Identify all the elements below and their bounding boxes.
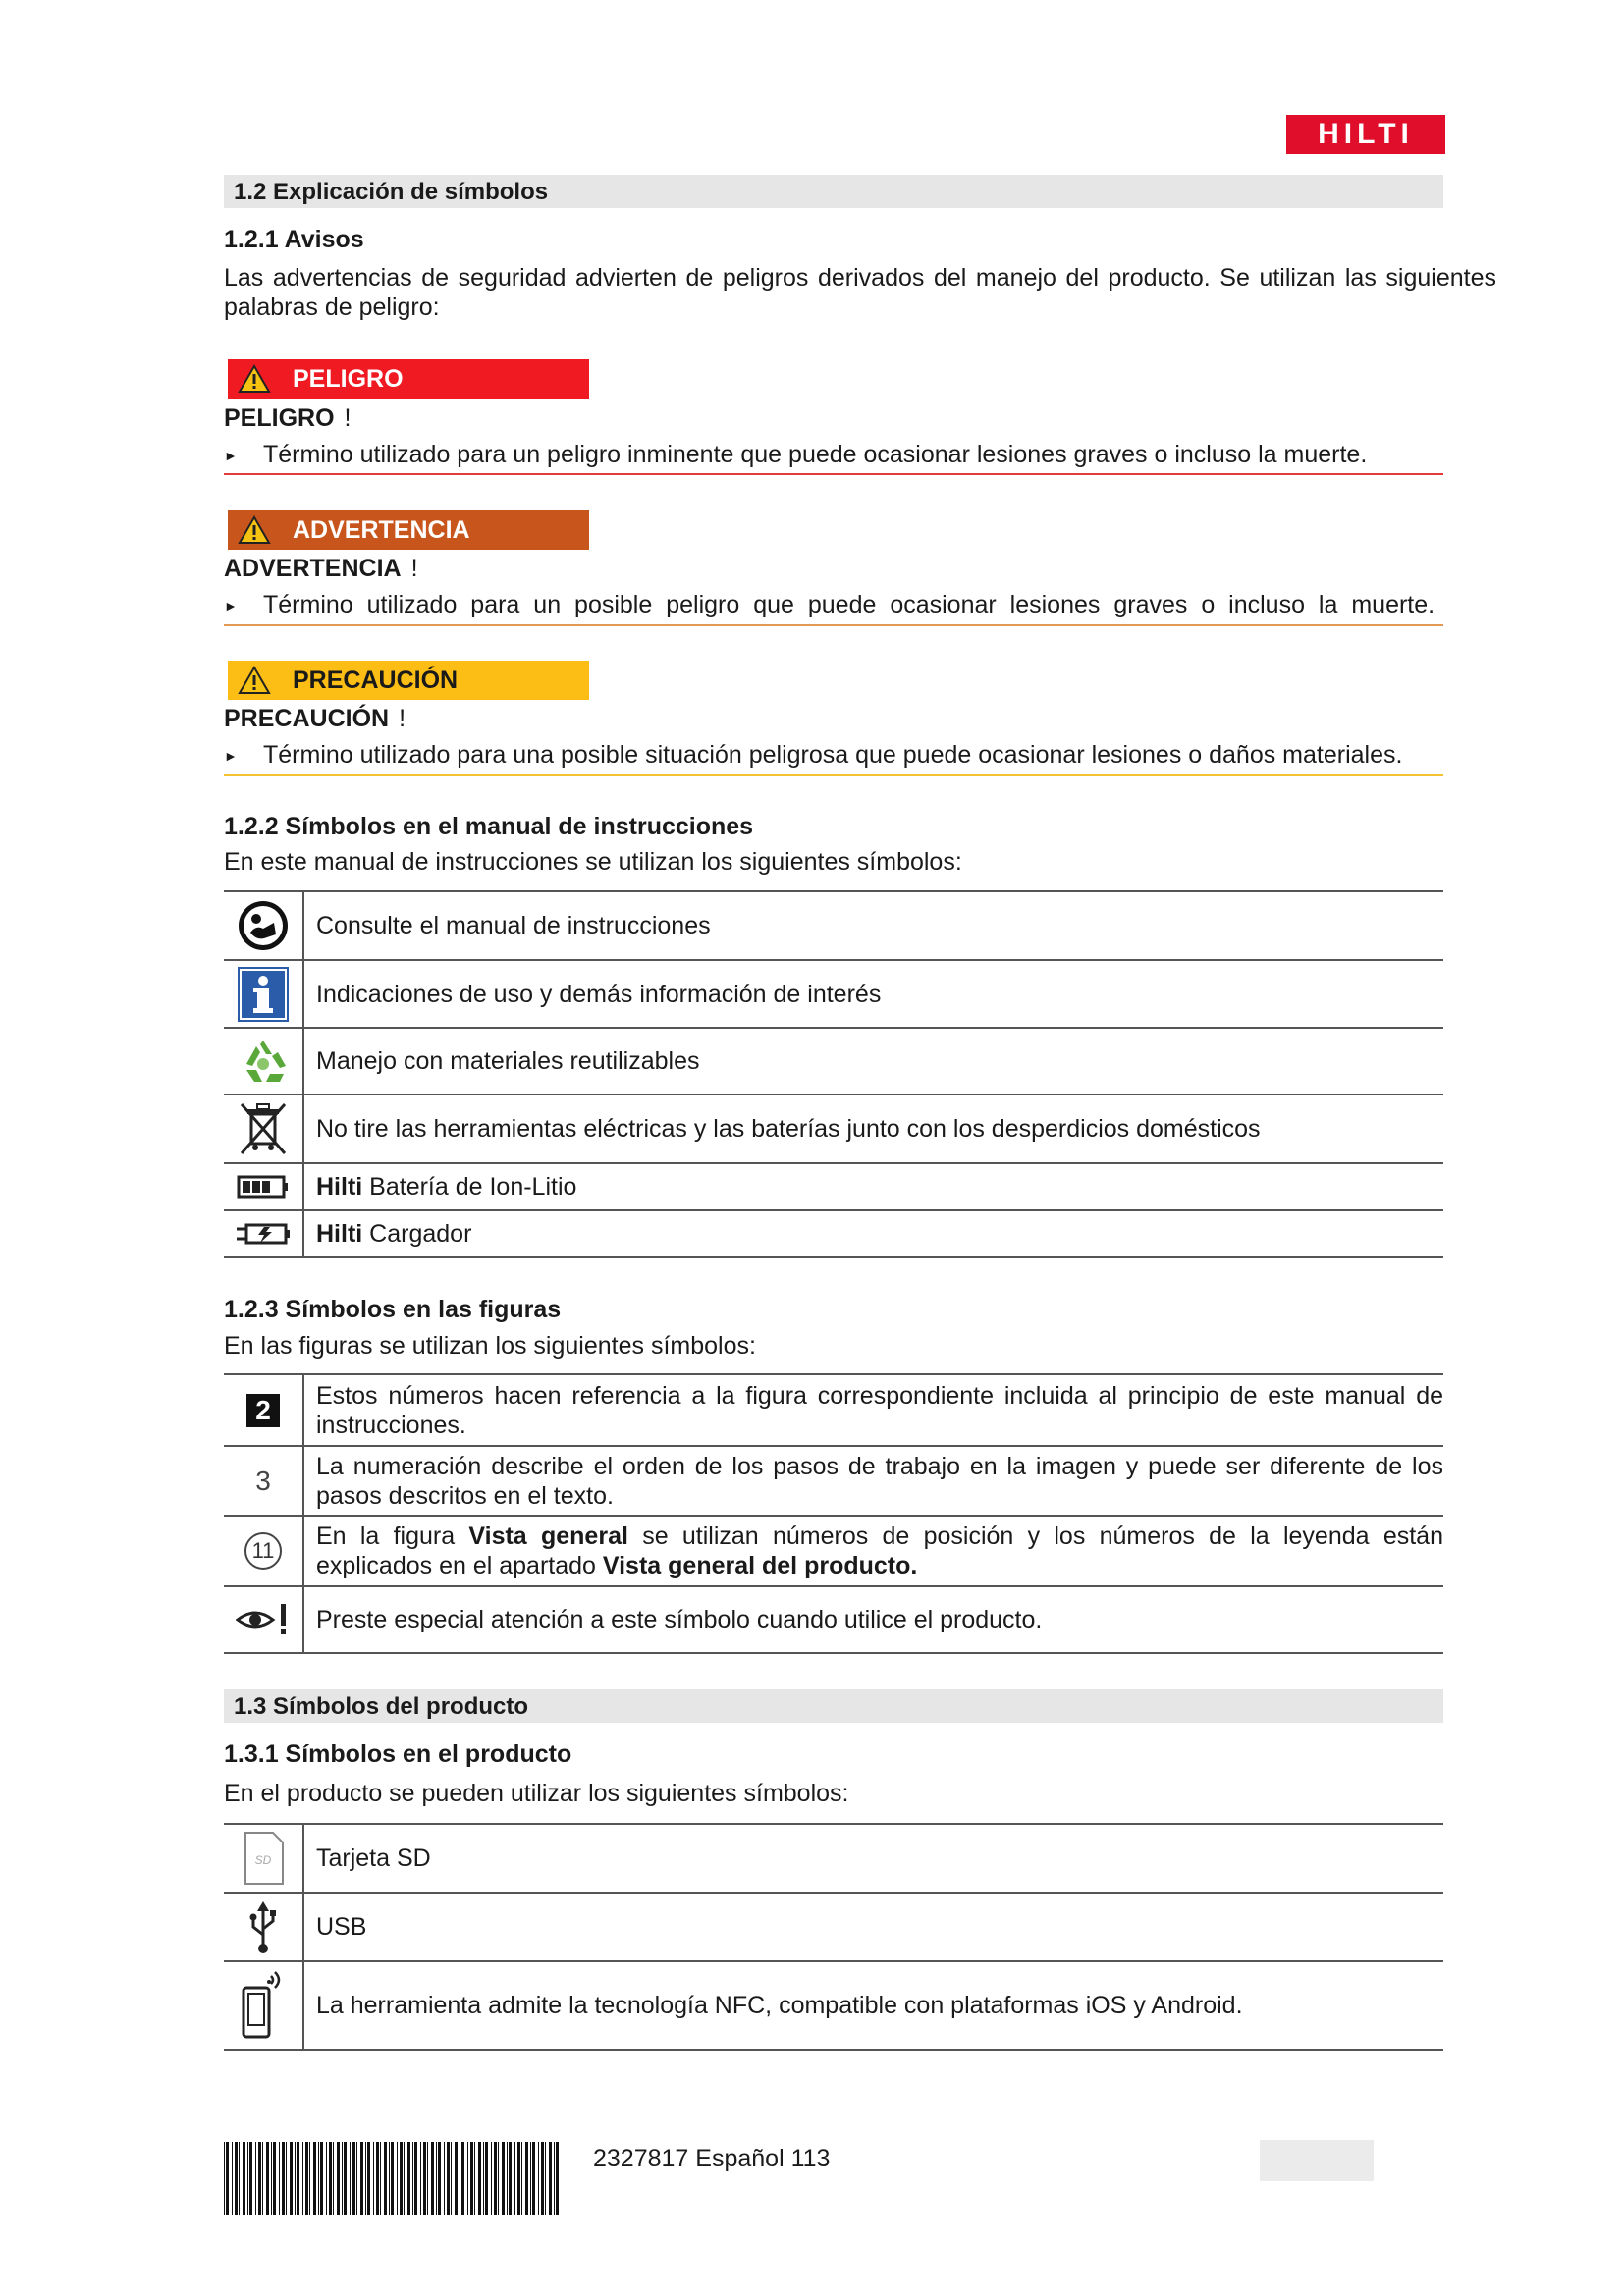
charger-icon [224, 1210, 303, 1257]
signal-description [224, 741, 1402, 770]
usb-icon [224, 1893, 303, 1961]
manual-symbols-table [224, 890, 1443, 1258]
barcode-bar [286, 2142, 287, 2215]
barcode-bar [407, 2142, 410, 2215]
row-text [303, 1516, 1443, 1586]
attention-eye-icon [224, 1586, 303, 1653]
text-part: se utilizan números de posición y los números de la leyenda están explicados en el apartado [316, 1522, 1443, 1579]
bold-term: Vista general [468, 1522, 628, 1550]
barcode-bar [525, 2142, 528, 2215]
row-text: No tire las herramientas eléctricas y las baterías junto con los desperdicios domésticos [303, 1095, 1443, 1163]
barcode-bar [485, 2142, 488, 2215]
table-row [224, 891, 1443, 960]
barcode-bar [356, 2142, 357, 2215]
barcode-bar [290, 2142, 293, 2215]
signal-word [224, 555, 418, 583]
barcode-bar [474, 2142, 475, 2215]
table-row [224, 1210, 1443, 1257]
description-text: Término utilizado para una posible situación peligrosa que puede ocasionar lesiones o daños materiales. [263, 741, 1403, 769]
banner-label: PELIGRO [293, 364, 404, 393]
barcode-bar [467, 2142, 468, 2215]
row-text-value: Cargador [369, 1220, 472, 1248]
barcode-bar [509, 2142, 512, 2215]
barcode-bar [404, 2142, 405, 2215]
barcode-bar [376, 2142, 379, 2215]
description-text: Término utilizado para un posible peligro que puede ocasionar lesiones graves o incluso la muerte. [263, 591, 1435, 618]
barcode-bar [318, 2142, 319, 2215]
row-text: La herramienta admite la tecnología NFC, compatible con plataformas iOS y Android. [303, 1961, 1443, 2050]
product-symbols-intro: En el producto se pueden utilizar los siguientes símbolos: [224, 1780, 849, 1807]
exclamation: ! [399, 705, 406, 732]
row-text: La numeración describe el orden de los pasos de trabajo en la imagen y puede ser diferente de los pasos descritos en el texto. [303, 1446, 1443, 1516]
barcode-bar [554, 2142, 555, 2215]
exclamation: ! [410, 555, 418, 582]
barcode-bar [309, 2142, 310, 2215]
barcode-bar [297, 2142, 299, 2215]
barcode-bar [342, 2142, 343, 2215]
barcode-bar [262, 2142, 263, 2215]
row-text: Manejo con materiales reutilizables [303, 1028, 1443, 1095]
row-text: Preste especial atención a este símbolo cuando utilice el producto. [303, 1586, 1443, 1653]
barcode-bar [226, 2142, 229, 2215]
table-row [224, 960, 1443, 1028]
table-row [224, 1824, 1443, 1893]
barcode-bar [295, 2142, 296, 2215]
subsection-title-1-2-2: 1.2.2 Símbolos en el manual de instrucciones [224, 813, 754, 840]
barcode-bar [420, 2142, 421, 2215]
avisos-paragraph: Las advertencias de seguridad advierten de peligros derivados del manejo del producto. Se utilizan las siguientes palabras de peligro: [224, 264, 1496, 321]
barcode-bar [313, 2142, 316, 2215]
barcode-bar [302, 2142, 303, 2215]
barcode-bar [494, 2142, 497, 2215]
barcode-bar [514, 2142, 515, 2215]
bullet-arrow-icon: ► [224, 598, 238, 614]
barcode-bar [423, 2142, 426, 2215]
barcode-bar [414, 2142, 417, 2215]
barcode-bar [491, 2142, 492, 2215]
barcode-bar [517, 2142, 520, 2215]
figure-symbols-intro: En las figuras se utilizan los siguientes símbolos: [224, 1332, 756, 1360]
subsection-title-1-2-1: 1.2.1 Avisos [224, 226, 364, 253]
hilti-logo: HILTI [1286, 115, 1445, 154]
signal-word-text: ADVERTENCIA [224, 555, 402, 582]
figure-symbols-table [224, 1373, 1443, 1654]
sd-card-icon [224, 1824, 303, 1893]
battery-icon [224, 1163, 303, 1210]
barcode-bar [447, 2142, 450, 2215]
divider-rule [224, 473, 1443, 475]
barcode-bar [444, 2142, 445, 2215]
row-text-value: Batería de Ion-Litio [369, 1173, 577, 1201]
barcode-bar [412, 2142, 413, 2215]
row-text: Tarjeta SD [303, 1824, 1443, 1893]
svg-text:SD: SD [254, 1853, 272, 1867]
barcode-bar [451, 2142, 452, 2215]
table-row [224, 1516, 1443, 1586]
signal-description [224, 591, 1435, 619]
barcode-bar [329, 2142, 332, 2215]
barcode-bar [373, 2142, 374, 2215]
barcode [224, 2142, 560, 2215]
barcode-bar [436, 2142, 437, 2215]
table-row [224, 1028, 1443, 1095]
row-text: Consulte el manual de instrucciones [303, 891, 1443, 960]
barcode-bar [239, 2142, 240, 2215]
section-header-1-2 [224, 175, 1443, 208]
row-text [303, 1163, 1443, 1210]
footer-grey-box [1260, 2140, 1374, 2181]
crossed-bin-icon [224, 1095, 303, 1163]
barcode-bar [271, 2142, 272, 2215]
table-row [224, 1446, 1443, 1516]
banner-precaucion [228, 661, 589, 700]
barcode-bar [427, 2142, 428, 2215]
barcode-bar [541, 2142, 544, 2215]
row-text: Estos números hacen referencia a la figura correspondiente incluida al principio de este manual de instrucciones. [303, 1374, 1443, 1446]
signal-word [224, 705, 406, 733]
banner-advertencia [228, 510, 589, 550]
figure-number-glyph: 2 [246, 1394, 280, 1427]
barcode-bar [391, 2142, 394, 2215]
barcode-bar [380, 2142, 381, 2215]
row-text: USB [303, 1893, 1443, 1961]
barcode-bar [235, 2142, 238, 2215]
barcode-bar [326, 2142, 327, 2215]
barcode-bar [455, 2142, 458, 2215]
barcode-bar [333, 2142, 334, 2215]
bullet-arrow-icon: ► [224, 748, 238, 764]
description-text: Término utilizado para un peligro inminente que puede ocasionar lesiones graves o incluso la muerte. [263, 441, 1368, 468]
barcode-bar [507, 2142, 508, 2215]
barcode-bar [247, 2142, 248, 2215]
table-row [224, 1961, 1443, 2050]
barcode-bar [365, 2142, 366, 2215]
barcode-bar [352, 2142, 355, 2215]
nfc-phone-icon [224, 1961, 303, 2050]
barcode-bar [556, 2142, 559, 2215]
barcode-bar [521, 2142, 522, 2215]
table-row [224, 1586, 1443, 1653]
barcode-bar [532, 2142, 535, 2215]
barcode-bar [232, 2142, 233, 2215]
barcode-bar [431, 2142, 434, 2215]
banner-peligro [228, 359, 589, 399]
table-row [224, 1374, 1443, 1446]
barcode-bar [498, 2142, 499, 2215]
warning-triangle-icon [238, 364, 271, 394]
signal-word [224, 404, 351, 433]
barcode-bar [545, 2142, 546, 2215]
signal-word-text: PRECAUCIÓN [224, 705, 390, 732]
brand-name: Hilti [316, 1173, 363, 1201]
barcode-bar [400, 2142, 403, 2215]
divider-rule [224, 624, 1443, 626]
barcode-bar [461, 2142, 464, 2215]
subsection-title-1-2-3: 1.2.3 Símbolos en las figuras [224, 1296, 562, 1323]
barcode-bar [360, 2142, 363, 2215]
divider-rule [224, 774, 1443, 776]
barcode-bar [530, 2142, 531, 2215]
barcode-bar [344, 2142, 347, 2215]
brand-name: Hilti [316, 1220, 363, 1248]
barcode-bar [282, 2142, 285, 2215]
barcode-bar [483, 2142, 484, 2215]
manual-symbols-intro: En este manual de instrucciones se utilizan los siguientes símbolos: [224, 848, 962, 876]
barcode-bar [384, 2142, 387, 2215]
signal-description [224, 441, 1367, 469]
barcode-bar [249, 2142, 252, 2215]
row-text [303, 1210, 1443, 1257]
recycle-icon [224, 1028, 303, 1095]
warning-triangle-icon [238, 515, 271, 545]
step-number-icon [224, 1446, 303, 1516]
section-header-1-3 [224, 1689, 1443, 1723]
barcode-bar [337, 2142, 340, 2215]
info-icon [224, 960, 303, 1028]
exclamation: ! [344, 404, 352, 432]
position-number-icon [224, 1516, 303, 1586]
signal-word-text: PELIGRO [224, 404, 335, 432]
barcode-bar [305, 2142, 308, 2215]
footer-page-info: 2327817 Español 113 [593, 2145, 831, 2172]
subsection-title-1-3-1: 1.3.1 Símbolos en el producto [224, 1740, 572, 1768]
barcode-bar [279, 2142, 280, 2215]
table-row [224, 1095, 1443, 1163]
barcode-bar [502, 2142, 505, 2215]
barcode-bar [243, 2142, 245, 2215]
banner-label: PRECAUCIÓN [293, 666, 459, 694]
step-number-glyph: 3 [255, 1465, 271, 1496]
section-title: 1.3 Símbolos del producto [234, 1693, 529, 1720]
barcode-bar [266, 2142, 269, 2215]
table-row [224, 1163, 1443, 1210]
figure-number-icon [224, 1374, 303, 1446]
barcode-bar [350, 2142, 351, 2215]
bullet-arrow-icon: ► [224, 448, 238, 463]
text-part: . [910, 1552, 918, 1579]
barcode-bar [478, 2142, 481, 2215]
barcode-bar [255, 2142, 256, 2215]
banner-label: ADVERTENCIA [293, 515, 470, 544]
product-symbols-table [224, 1823, 1443, 2051]
barcode-bar [470, 2142, 473, 2215]
barcode-bar [438, 2142, 441, 2215]
barcode-bar [367, 2142, 370, 2215]
table-row [224, 1893, 1443, 1961]
barcode-bar [224, 2142, 225, 2215]
position-number-glyph: 11 [244, 1532, 282, 1570]
read-manual-icon [224, 891, 303, 960]
text-part: En la figura [316, 1522, 456, 1550]
bold-term: Vista general del producto [602, 1552, 911, 1579]
barcode-bar [397, 2142, 398, 2215]
section-title: 1.2 Explicación de símbolos [234, 179, 549, 205]
row-text: Indicaciones de uso y demás información de interés [303, 960, 1443, 1028]
barcode-bar [549, 2142, 552, 2215]
barcode-bar [273, 2142, 276, 2215]
barcode-bar [320, 2142, 323, 2215]
warning-triangle-icon [238, 666, 271, 695]
barcode-bar [258, 2142, 261, 2215]
barcode-bar [538, 2142, 539, 2215]
barcode-bar [389, 2142, 390, 2215]
